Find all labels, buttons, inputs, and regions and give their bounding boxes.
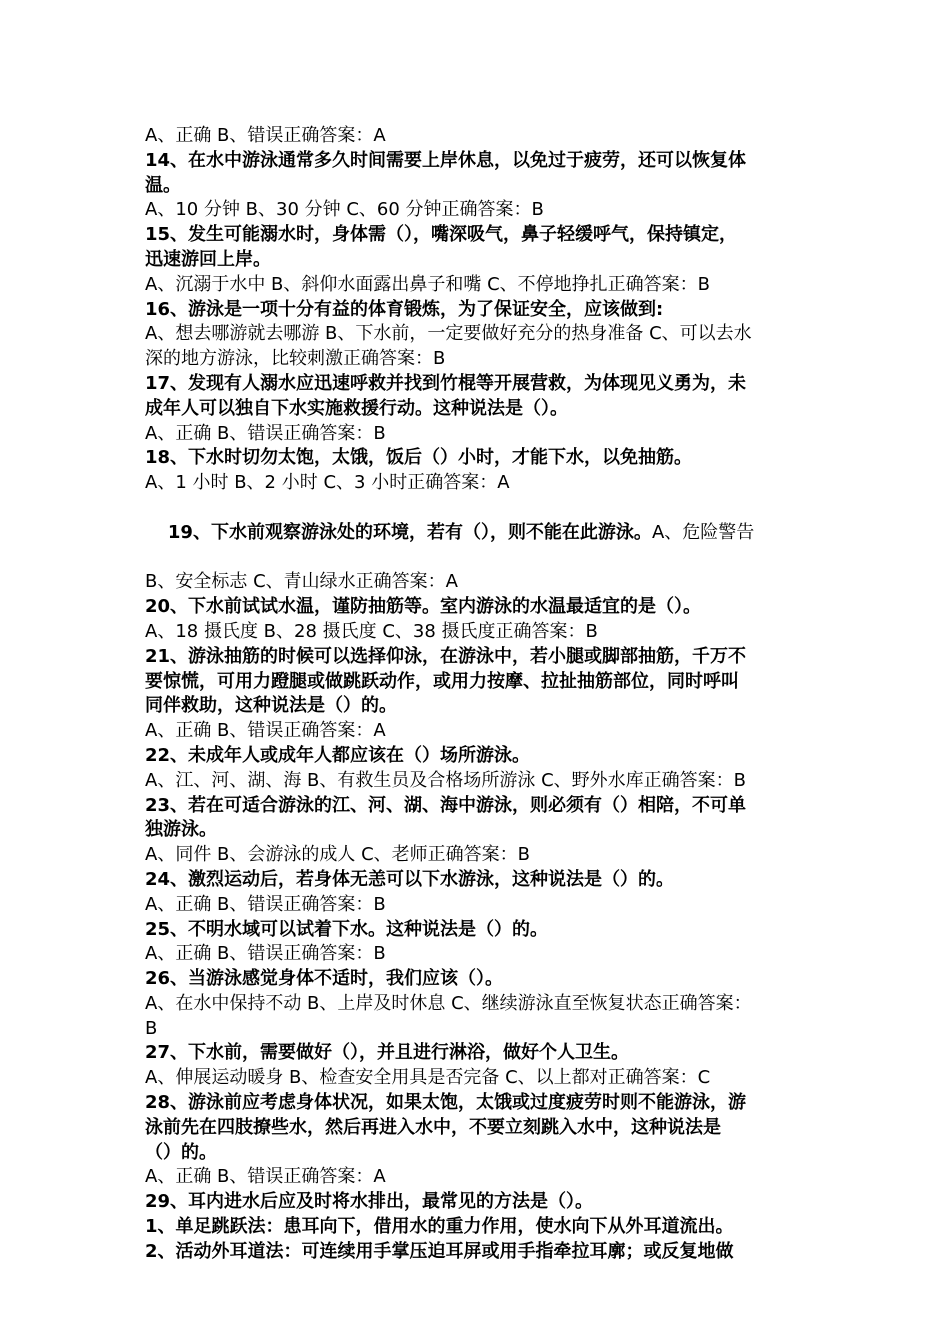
answer-line: A、正确 B、错误正确答案：B <box>145 422 386 444</box>
answer-line: 深的地方游泳，比较刺激正确答案：B <box>145 348 446 370</box>
question-line: 15、发生可能溺水时，身体需（），嘴深吸气，鼻子轻缓呼气，保持镇定， <box>145 224 738 246</box>
question-line: 同伴救助，这种说法是（）的。 <box>145 695 397 717</box>
answer-line: A、正确 B、错误正确答案：B <box>145 943 386 965</box>
answer-line: B、安全标志 C、青山绿水正确答案：A <box>145 571 458 593</box>
answer-line: A、正确 B、错误正确答案：A <box>145 1166 386 1188</box>
question-line: 18、下水时切勿太饱，太饿，饭后（）小时，才能下水，以免抽筋。 <box>145 447 693 469</box>
question-line: 27、下水前，需要做好（），并且进行淋浴，做好个人卫生。 <box>145 1042 630 1064</box>
mixed-line <box>145 496 825 570</box>
method-line: 1、单足跳跃法：患耳向下，借用水的重力作用，使水向下从外耳道流出。 <box>145 1216 734 1238</box>
question-line: 24、激烈运动后，若身体无恙可以下水游泳，这种说法是（）的。 <box>145 868 675 890</box>
question-line: 14、在水中游泳通常多久时间需要上岸休息，以免过于疲劳，还可以恢复体 <box>145 149 747 171</box>
answer-line: A、正确 B、错误正确答案：A <box>145 720 386 742</box>
question-line: 25、不明水域可以试着下水。这种说法是（）的。 <box>145 918 549 940</box>
question-line: 迅速游回上岸。 <box>145 248 271 270</box>
answer-line: A、18 摄氏度 B、28 摄氏度 C、38 摄氏度正确答案：B <box>145 620 598 642</box>
question-line: 29、耳内进水后应及时将水排出，最常见的方法是（）。 <box>145 1191 594 1213</box>
answer-line: A、1 小时 B、2 小时 C、3 小时正确答案：A <box>145 472 510 494</box>
answer-line: A、沉溺于水中 B、斜仰水面露出鼻子和嘴 C、不停地挣扎正确答案：B <box>145 273 711 295</box>
question-line: 16、游泳是一项十分有益的体育锻炼，为了保证安全，应该做到: <box>145 298 664 320</box>
question-segment: 19、下水前观察游泳处的环境，若有（），则不能在此游泳。 <box>167 521 652 543</box>
method-line: 2、活动外耳道法：可连续用手掌压迫耳屏或用手指牵拉耳廓；或反复地做 <box>145 1240 734 1262</box>
question-line: 23、若在可适合游泳的江、河、湖、海中游泳，则必须有（）相陪，不可单 <box>145 794 747 816</box>
question-line: 成年人可以独自下水实施救援行动。这种说法是（）。 <box>145 397 568 419</box>
document-page <box>145 124 825 1265</box>
answer-line: A、在水中保持不动 B、上岸及时休息 C、继续游泳直至恢复状态正确答案： <box>145 992 752 1014</box>
answer-line: A、江、河、湖、海 B、有救生员及合格场所游泳 C、野外水库正确答案：B <box>145 769 747 791</box>
question-line: 20、下水前试试水温，谨防抽筋等。室内游泳的水温最适宜的是（）。 <box>145 596 702 618</box>
answer-line: A、伸展运动暖身 B、检查安全用具是否完备 C、以上都对正确答案：C <box>145 1067 711 1089</box>
question-line: 要惊慌，可用力蹬腿或做跳跃动作，或用力按摩、拉扯抽筋部位，同时呼叫 <box>145 670 739 692</box>
question-line: （）的。 <box>145 1141 217 1163</box>
question-line: 21、游泳抽筋的时候可以选择仰泳，在游泳中，若小腿或脚部抽筋，千万不 <box>145 645 747 667</box>
question-line: 温。 <box>145 174 181 196</box>
question-line: 28、游泳前应考虑身体状况，如果太饱，太饿或过度疲劳时则不能游泳，游 <box>145 1092 747 1114</box>
answer-line: A、想去哪游就去哪游 B、下水前，一定要做好充分的热身准备 C、可以去水 <box>145 323 752 345</box>
answer-line: B <box>145 1017 158 1039</box>
answer-line: A、10 分钟 B、30 分钟 C、60 分钟正确答案：B <box>145 199 544 221</box>
question-line: 26、当游泳感觉身体不适时，我们应该（）。 <box>145 968 504 990</box>
answer-line: A、同件 B、会游泳的成人 C、老师正确答案：B <box>145 844 531 866</box>
text-line: A、正确 B、错误正确答案：A <box>145 125 386 146</box>
question-line: 泳前先在四肢撩些水，然后再进入水中，不要立刻跳入水中，这种说法是 <box>145 1116 721 1138</box>
question-line: 独游泳。 <box>145 819 217 841</box>
answer-segment: A、危险警告 <box>651 521 755 543</box>
question-line: 22、未成年人或成年人都应该在（）场所游泳。 <box>145 744 531 766</box>
answer-line: A、正确 B、错误正确答案：B <box>145 893 386 915</box>
question-line: 17、发现有人溺水应迅速呼救并找到竹棍等开展营救，为体现见义勇为，未 <box>145 372 747 394</box>
